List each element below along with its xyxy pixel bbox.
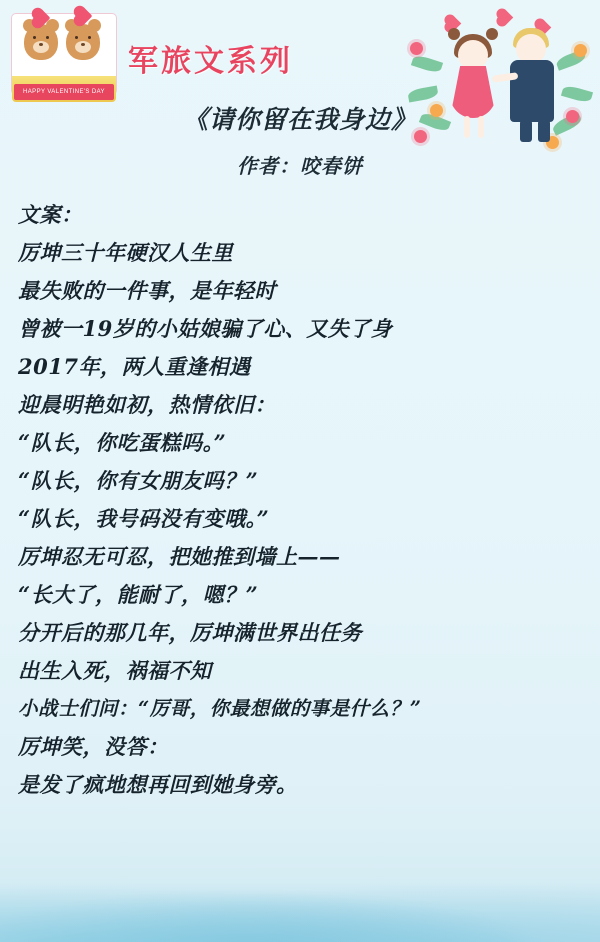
- synopsis-line: 出生入死，祸福不知: [18, 658, 212, 683]
- synopsis-line: 最失败的一件事，是年轻时: [18, 278, 276, 303]
- synopsis-line: 迎晨明艳如初，热情依旧：: [18, 392, 276, 417]
- synopsis-line: 是发了疯地想再回到她身旁。: [18, 772, 298, 797]
- bear-left-icon: [24, 24, 58, 60]
- couple-illustration-icon: [406, 0, 596, 160]
- leaf-icon: [411, 54, 443, 75]
- girl-head: [458, 40, 488, 70]
- synopsis-line: 厉坤三十年硬汉人生里: [18, 240, 233, 265]
- synopsis-block: [18, 196, 584, 804]
- synopsis-line: 2017年，两人重逢相遇: [18, 354, 251, 379]
- heart-icon: [498, 10, 514, 26]
- synopsis-line: 厉坤忍无可忍，把她推到墙上——: [18, 544, 341, 569]
- synopsis-line: “队长，你有女朋友吗？”: [18, 468, 259, 493]
- synopsis-line: “长大了，能耐了，嗯？”: [18, 582, 259, 607]
- synopsis-line: “队长，你吃蛋糕吗。”: [18, 430, 227, 455]
- book-title: 《请你留在我身边》: [182, 105, 417, 134]
- synopsis-line: 分开后的那几年，厉坤满世界出任务: [18, 620, 362, 645]
- bear-right-icon: [66, 24, 100, 60]
- synopsis-line: “队长，我号码没有变哦。”: [18, 506, 270, 531]
- bottom-watercolor-band: [0, 878, 600, 942]
- flower-icon: [410, 42, 423, 55]
- flower-icon: [574, 44, 587, 57]
- series-title: 军旅文系列: [128, 44, 293, 79]
- valentines-banner-label: HAPPY VALENTINE'S DAY: [14, 84, 114, 100]
- author-line: 作者：咬春饼: [237, 154, 363, 178]
- synopsis-line: 厉坤笑，没答：: [18, 734, 169, 759]
- synopsis-label: 文案：: [18, 202, 83, 227]
- synopsis-line: 小战士们问：“厉哥，你最想做的事是什么？”: [18, 697, 422, 720]
- girl-hair-bun: [448, 28, 460, 40]
- girl-hair-bun: [486, 28, 498, 40]
- two-bears-icon: [8, 6, 120, 102]
- synopsis-line: 曾被一19岁的小姑娘骗了心、又失了身: [18, 316, 393, 341]
